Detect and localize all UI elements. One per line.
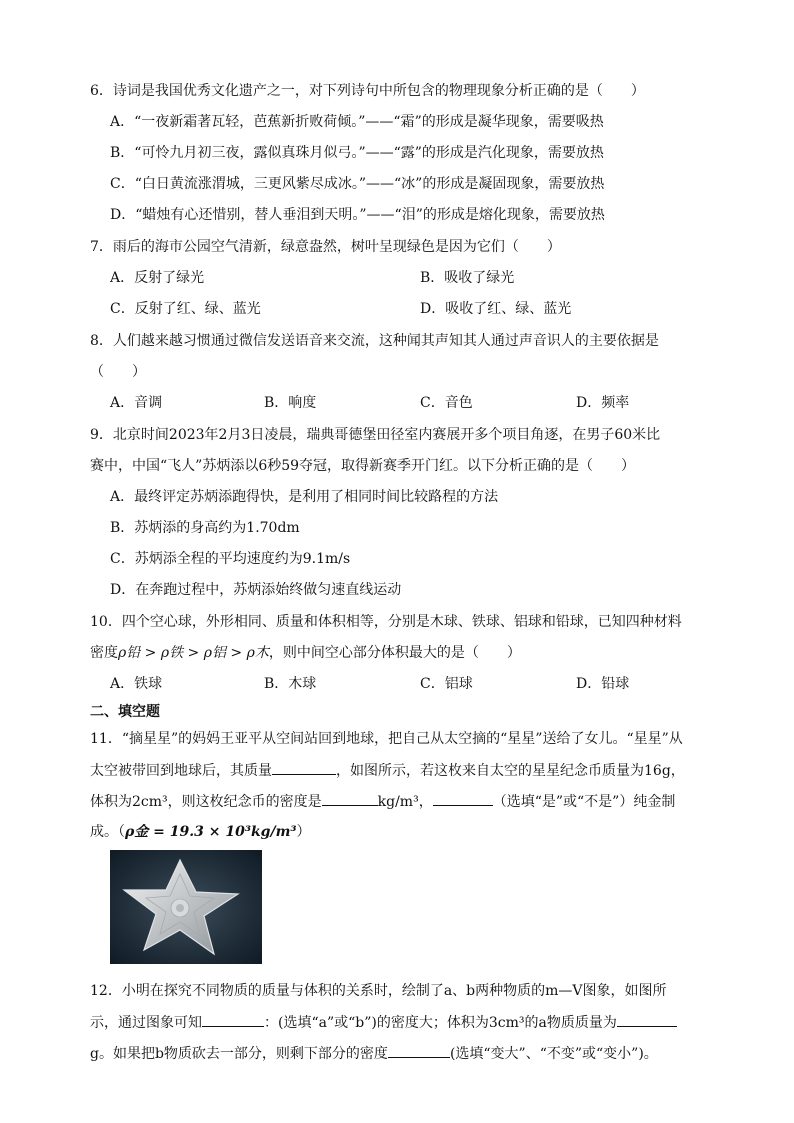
q12-line3	[90, 1043, 658, 1064]
q6-option-b: B．“可怜九月初三夜，露似真珠月似弓。”——“露”的形成是汽化现象，需要放热	[110, 145, 604, 161]
q12-blank-mass[interactable]	[617, 1012, 677, 1027]
q11-line3	[90, 791, 675, 812]
q11-line1: 11．“摘星星”的妈妈王亚平从空间站回到地球，把自己从太空摘的“星星”送给了女儿。“星星”从	[90, 731, 683, 747]
q10-option-a: A．铁球	[110, 676, 163, 692]
q10-density-inequality: ρ铅 > ρ铁 > ρ铝 > ρ木	[118, 645, 269, 661]
q11-line3-pre: 体积为2cm³，则这枚纪念币的密度是	[90, 794, 322, 810]
q11-blank-is-gold[interactable]	[433, 791, 493, 806]
q9-option-d: D．在奔跑过程中，苏炳添始终做匀速直线运动	[110, 582, 402, 598]
q11-line2-pre: 太空被带回到地球后，其质量	[90, 763, 272, 779]
q10-stem-suffix: ，则中间空心部分体积最大的是（ ）	[268, 645, 521, 661]
q9-stem-line2: 赛中，中国“飞人”苏炳添以6秒59夺冠，取得新赛季开门红。以下分析正确的是（ ）	[90, 458, 636, 474]
q8-stem-line2: （ ）	[90, 364, 146, 380]
q11-line4	[90, 822, 311, 842]
q12-line3-pre: g。如果把b物质砍去一部分，则剩下部分的密度	[90, 1046, 388, 1062]
q7-option-a: A．反射了绿光	[110, 270, 205, 286]
q12-blank-density-change[interactable]	[388, 1043, 450, 1058]
q11-blank-mass[interactable]	[272, 760, 336, 775]
q11-gold-density-formula: ρ金 = 19.3 × 10³kg/m³	[125, 824, 297, 840]
q8-option-a: A．音调	[110, 395, 163, 411]
q8-option-b: B．响度	[264, 395, 317, 411]
q12-line1: 12．小明在探究不同物质的质量与体积的关系时，绘制了a、b两种物质的m—V图象，如图所	[90, 983, 667, 999]
q7-option-c: C．反射了红、绿、蓝光	[110, 301, 261, 317]
q11-line3-post: （选填“是”或“不是”）纯金制	[492, 794, 676, 810]
q9-stem-line1: 9．北京时间2023年2月3日凌晨，瑞典哥德堡田径室内赛展开多个项目角逐，在男子60米比	[90, 427, 661, 443]
q7-option-d: D．吸收了红、绿、蓝光	[420, 301, 572, 317]
q11-line2	[90, 760, 685, 781]
q10-option-d: D．铅球	[576, 676, 630, 692]
q6-option-a: A．“一夜新霜著瓦轻，芭蕉新折败荷倾。”——“霜”的形成是凝华现象，需要吸热	[110, 114, 604, 130]
q8-option-d: D．频率	[576, 395, 630, 411]
q11-blank-density[interactable]	[322, 791, 378, 806]
q9-option-a: A．最终评定苏炳添跑得快，是利用了相同时间比较路程的方法	[110, 489, 499, 505]
q10-option-c: C．铝球	[420, 676, 473, 692]
q7-option-b: B．吸收了绿光	[420, 270, 515, 286]
q12-line2-pre: 示，通过图象可知	[90, 1015, 202, 1031]
q10-option-b: B．木球	[264, 676, 317, 692]
q11-line3-mid: kg/m³，	[377, 794, 433, 810]
q6-option-c: C．“白日黄流涨渭城，三更风紫尽成冰。”——“冰”的形成是凝固现象，需要放热	[110, 176, 605, 192]
q8-stem-line1: 8．人们越来越习惯通过微信发送语音来交流，这种闻其声知其人通过声音识人的主要依据是	[90, 333, 659, 349]
q9-option-c: C．苏炳添全程的平均速度约为9.1m/s	[110, 551, 351, 567]
q6-stem: 6．诗词是我国优秀文化遗产之一，对下列诗句中所包含的物理现象分析正确的是（ ）	[90, 83, 645, 99]
q12-blank-denser[interactable]	[202, 1012, 264, 1027]
q12-line2	[90, 1012, 677, 1033]
q6-option-d: D．“蜡烛有心还惜别，替人垂泪到天明。”——“泪”的形成是熔化现象，需要放热	[110, 207, 605, 223]
q12-line2-mid: ：(选填“a”或“b”)的密度大；体积为3cm³的a物质质量为	[264, 1015, 617, 1031]
q9-option-b: B．苏炳添的身高约为1.70dm	[110, 520, 300, 536]
q8-option-c: C．音色	[420, 395, 473, 411]
q10-stem-line1: 10．四个空心球，外形相同、质量和体积相等，分别是木球、铁球、铝球和铅球，已知四种材料	[90, 614, 682, 630]
q10-stem-line2	[90, 643, 521, 663]
q12-line3-post: (选填“变大”、“不变”或“变小”)。	[449, 1046, 658, 1062]
q11-line4-pre: 成。（	[90, 824, 125, 840]
section-fill-in-blank-heading: 二、填空题	[90, 704, 160, 720]
star-coin-photo	[110, 850, 262, 964]
q11-line4-post: ）	[296, 824, 311, 840]
q11-line2-post: ，如图所示，若这枚来自太空的星星纪念币质量为16g，	[336, 763, 685, 779]
q7-stem: 7．雨后的海市公园空气清新，绿意盎然，树叶呈现绿色是因为它们（ ）	[90, 239, 561, 255]
q10-stem-prefix: 密度	[90, 645, 118, 661]
